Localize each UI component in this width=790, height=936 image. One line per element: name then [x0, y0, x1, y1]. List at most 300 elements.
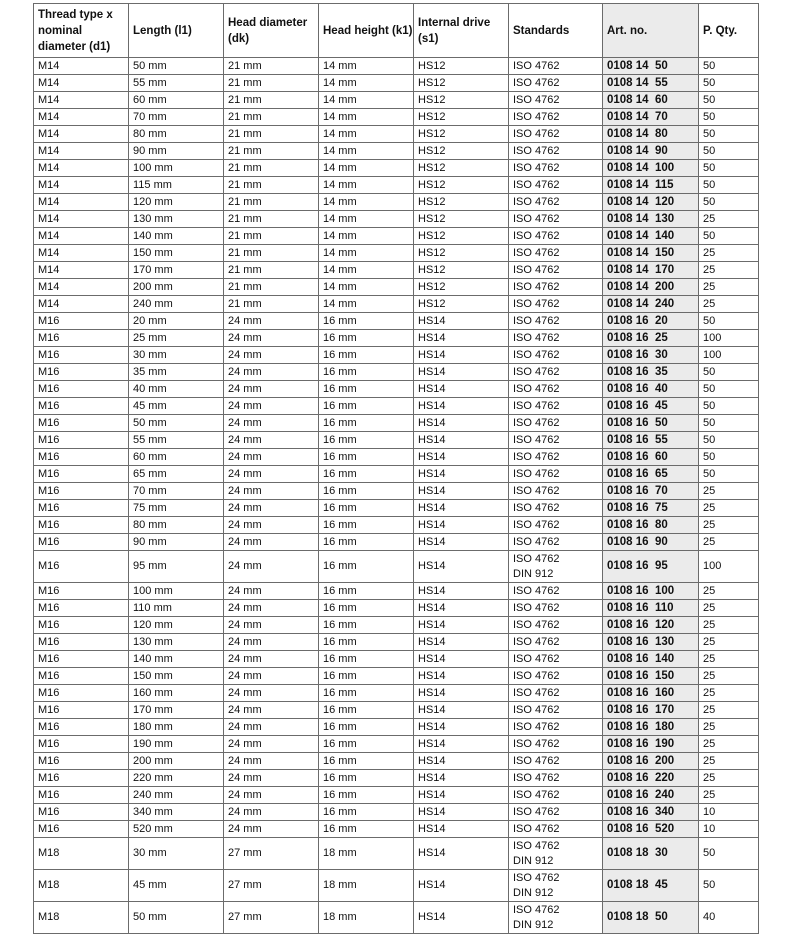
- cell-internal-drive: HS14: [414, 668, 509, 685]
- cell-internal-drive: HS12: [414, 296, 509, 313]
- standard: DIN 912: [513, 918, 554, 931]
- standard: ISO 4762: [513, 382, 560, 395]
- cell-internal-drive: HS12: [414, 126, 509, 143]
- cell-standards: [509, 600, 603, 617]
- cell-length: 65 mm: [129, 466, 224, 483]
- cell-standards: [509, 804, 603, 821]
- cell-standards: [509, 92, 603, 109]
- cell-thread: M18: [34, 838, 129, 870]
- cell-internal-drive: HS14: [414, 364, 509, 381]
- cell-length: 140 mm: [129, 651, 224, 668]
- table-row: [34, 330, 759, 347]
- standard: ISO 4762: [513, 280, 560, 293]
- cell-standards: [509, 177, 603, 194]
- cell-head-diameter: 24 mm: [224, 787, 319, 804]
- cell-thread: M14: [34, 75, 129, 92]
- cell-head-diameter: 21 mm: [224, 126, 319, 143]
- table-row: [34, 245, 759, 262]
- cell-length: 160 mm: [129, 685, 224, 702]
- standard: ISO 4762: [513, 195, 560, 208]
- cell-art-no: 0108 16 95: [603, 551, 699, 583]
- table-row: [34, 753, 759, 770]
- cell-head-diameter: 21 mm: [224, 177, 319, 194]
- header-head-diameter: Head diameter (dk): [224, 4, 319, 58]
- header-head-height: Head height (k1): [319, 4, 414, 58]
- standard: DIN 912: [513, 567, 554, 580]
- standard: ISO 4762: [513, 535, 560, 548]
- cell-qty: 25: [699, 211, 759, 228]
- standard: ISO 4762: [513, 144, 560, 157]
- cell-thread: M16: [34, 551, 129, 583]
- cell-head-height: 14 mm: [319, 160, 414, 177]
- cell-internal-drive: HS14: [414, 432, 509, 449]
- cell-length: 95 mm: [129, 551, 224, 583]
- cell-length: 120 mm: [129, 617, 224, 634]
- cell-length: 45 mm: [129, 870, 224, 902]
- cell-head-height: 18 mm: [319, 870, 414, 902]
- cell-length: 25 mm: [129, 330, 224, 347]
- standard: ISO 4762: [513, 161, 560, 174]
- product-table: [33, 3, 759, 934]
- header-thread: Thread type x nominal diameter (d1): [34, 4, 129, 58]
- cell-internal-drive: HS14: [414, 804, 509, 821]
- cell-head-diameter: 24 mm: [224, 330, 319, 347]
- cell-qty: 50: [699, 109, 759, 126]
- cell-qty: 50: [699, 432, 759, 449]
- cell-qty: 10: [699, 821, 759, 838]
- cell-head-diameter: 24 mm: [224, 753, 319, 770]
- cell-qty: 25: [699, 245, 759, 262]
- cell-qty: 50: [699, 143, 759, 160]
- cell-art-no: 0108 16 55: [603, 432, 699, 449]
- standard: ISO 4762: [513, 601, 560, 614]
- table-row: [34, 432, 759, 449]
- cell-standards: [509, 279, 603, 296]
- cell-length: 60 mm: [129, 449, 224, 466]
- cell-length: 100 mm: [129, 583, 224, 600]
- cell-thread: M18: [34, 902, 129, 934]
- table-row: [34, 770, 759, 787]
- cell-length: 150 mm: [129, 245, 224, 262]
- table-row: [34, 821, 759, 838]
- header-art-no: Art. no.: [603, 4, 699, 58]
- cell-qty: 25: [699, 583, 759, 600]
- cell-head-diameter: 24 mm: [224, 381, 319, 398]
- cell-head-height: 14 mm: [319, 143, 414, 160]
- cell-thread: M14: [34, 109, 129, 126]
- cell-head-diameter: 24 mm: [224, 736, 319, 753]
- cell-thread: M16: [34, 600, 129, 617]
- cell-length: 50 mm: [129, 415, 224, 432]
- standard: ISO 4762: [513, 652, 560, 665]
- cell-internal-drive: HS12: [414, 228, 509, 245]
- cell-internal-drive: HS12: [414, 109, 509, 126]
- cell-head-height: 16 mm: [319, 685, 414, 702]
- cell-head-height: 16 mm: [319, 804, 414, 821]
- cell-qty: 50: [699, 398, 759, 415]
- cell-art-no: 0108 16 20: [603, 313, 699, 330]
- cell-head-height: 16 mm: [319, 432, 414, 449]
- cell-head-height: 14 mm: [319, 126, 414, 143]
- cell-head-diameter: 24 mm: [224, 500, 319, 517]
- cell-art-no: 0108 16 100: [603, 583, 699, 600]
- cell-thread: M16: [34, 534, 129, 551]
- cell-length: 70 mm: [129, 483, 224, 500]
- standard: ISO 4762: [513, 467, 560, 480]
- cell-length: 200 mm: [129, 279, 224, 296]
- standard: ISO 4762: [513, 76, 560, 89]
- table-body: [34, 58, 759, 934]
- cell-head-diameter: 21 mm: [224, 245, 319, 262]
- cell-art-no: 0108 14 150: [603, 245, 699, 262]
- cell-head-height: 16 mm: [319, 702, 414, 719]
- cell-standards: [509, 500, 603, 517]
- cell-thread: M14: [34, 194, 129, 211]
- cell-length: 140 mm: [129, 228, 224, 245]
- header-length: Length (l1): [129, 4, 224, 58]
- cell-head-height: 16 mm: [319, 517, 414, 534]
- cell-head-diameter: 21 mm: [224, 160, 319, 177]
- cell-head-height: 16 mm: [319, 398, 414, 415]
- cell-thread: M16: [34, 736, 129, 753]
- cell-thread: M16: [34, 432, 129, 449]
- standard: ISO 4762: [513, 399, 560, 412]
- cell-head-height: 14 mm: [319, 211, 414, 228]
- cell-head-diameter: 24 mm: [224, 483, 319, 500]
- cell-head-height: 14 mm: [319, 75, 414, 92]
- cell-internal-drive: HS14: [414, 838, 509, 870]
- cell-qty: 25: [699, 262, 759, 279]
- cell-length: 240 mm: [129, 296, 224, 313]
- cell-length: 240 mm: [129, 787, 224, 804]
- table-row: [34, 228, 759, 245]
- cell-art-no: 0108 14 60: [603, 92, 699, 109]
- standard: ISO 4762: [513, 348, 560, 361]
- table-row: [34, 902, 759, 934]
- cell-internal-drive: HS12: [414, 58, 509, 75]
- cell-qty: 25: [699, 296, 759, 313]
- cell-internal-drive: HS14: [414, 398, 509, 415]
- cell-internal-drive: HS14: [414, 685, 509, 702]
- cell-head-height: 16 mm: [319, 466, 414, 483]
- standard: ISO 4762: [513, 871, 560, 884]
- table-row: [34, 296, 759, 313]
- cell-length: 45 mm: [129, 398, 224, 415]
- cell-head-height: 16 mm: [319, 617, 414, 634]
- cell-head-diameter: 24 mm: [224, 634, 319, 651]
- cell-head-diameter: 24 mm: [224, 398, 319, 415]
- cell-art-no: 0108 16 40: [603, 381, 699, 398]
- cell-art-no: 0108 18 45: [603, 870, 699, 902]
- cell-art-no: 0108 14 120: [603, 194, 699, 211]
- cell-length: 75 mm: [129, 500, 224, 517]
- cell-standards: [509, 517, 603, 534]
- cell-head-diameter: 21 mm: [224, 211, 319, 228]
- cell-head-height: 16 mm: [319, 719, 414, 736]
- cell-thread: M16: [34, 330, 129, 347]
- cell-qty: 50: [699, 381, 759, 398]
- cell-qty: 50: [699, 228, 759, 245]
- table-row: [34, 483, 759, 500]
- cell-art-no: 0108 14 115: [603, 177, 699, 194]
- cell-internal-drive: HS14: [414, 466, 509, 483]
- cell-head-height: 14 mm: [319, 228, 414, 245]
- cell-standards: [509, 770, 603, 787]
- cell-art-no: 0108 16 65: [603, 466, 699, 483]
- cell-art-no: 0108 16 200: [603, 753, 699, 770]
- cell-head-diameter: 24 mm: [224, 364, 319, 381]
- cell-head-diameter: 24 mm: [224, 466, 319, 483]
- cell-internal-drive: HS14: [414, 753, 509, 770]
- cell-qty: 50: [699, 177, 759, 194]
- cell-art-no: 0108 16 80: [603, 517, 699, 534]
- standard: ISO 4762: [513, 178, 560, 191]
- cell-thread: M16: [34, 787, 129, 804]
- table-row: [34, 466, 759, 483]
- standard: ISO 4762: [513, 484, 560, 497]
- cell-length: 340 mm: [129, 804, 224, 821]
- cell-length: 80 mm: [129, 517, 224, 534]
- cell-standards: [509, 870, 603, 902]
- cell-internal-drive: HS14: [414, 534, 509, 551]
- cell-standards: [509, 821, 603, 838]
- cell-thread: M16: [34, 364, 129, 381]
- cell-qty: 50: [699, 194, 759, 211]
- cell-qty: 25: [699, 617, 759, 634]
- standard: ISO 4762: [513, 805, 560, 818]
- cell-thread: M14: [34, 228, 129, 245]
- standard: DIN 912: [513, 886, 554, 899]
- cell-art-no: 0108 16 220: [603, 770, 699, 787]
- cell-qty: 50: [699, 449, 759, 466]
- standard: ISO 4762: [513, 618, 560, 631]
- cell-length: 130 mm: [129, 211, 224, 228]
- cell-head-height: 18 mm: [319, 838, 414, 870]
- standard: ISO 4762: [513, 93, 560, 106]
- cell-head-diameter: 24 mm: [224, 313, 319, 330]
- cell-head-height: 16 mm: [319, 821, 414, 838]
- table-row: [34, 551, 759, 583]
- cell-standards: [509, 449, 603, 466]
- cell-qty: 50: [699, 364, 759, 381]
- cell-head-height: 16 mm: [319, 583, 414, 600]
- standard: ISO 4762: [513, 212, 560, 225]
- cell-thread: M16: [34, 517, 129, 534]
- standard: ISO 4762: [513, 737, 560, 750]
- cell-internal-drive: HS14: [414, 517, 509, 534]
- table-row: [34, 517, 759, 534]
- cell-qty: 100: [699, 347, 759, 364]
- standard: ISO 4762: [513, 584, 560, 597]
- cell-art-no: 0108 16 50: [603, 415, 699, 432]
- cell-head-diameter: 21 mm: [224, 296, 319, 313]
- cell-head-height: 16 mm: [319, 634, 414, 651]
- table-row: [34, 804, 759, 821]
- standard: ISO 4762: [513, 754, 560, 767]
- cell-art-no: 0108 16 180: [603, 719, 699, 736]
- cell-standards: [509, 143, 603, 160]
- cell-thread: M16: [34, 449, 129, 466]
- cell-qty: 25: [699, 651, 759, 668]
- cell-qty: 50: [699, 126, 759, 143]
- cell-length: 150 mm: [129, 668, 224, 685]
- table-row: [34, 262, 759, 279]
- cell-thread: M16: [34, 483, 129, 500]
- cell-head-height: 14 mm: [319, 245, 414, 262]
- table-row: [34, 126, 759, 143]
- cell-internal-drive: HS14: [414, 415, 509, 432]
- cell-art-no: 0108 16 340: [603, 804, 699, 821]
- cell-qty: 50: [699, 92, 759, 109]
- cell-length: 115 mm: [129, 177, 224, 194]
- cell-internal-drive: HS14: [414, 770, 509, 787]
- cell-head-height: 16 mm: [319, 449, 414, 466]
- cell-head-diameter: 21 mm: [224, 92, 319, 109]
- standard: ISO 4762: [513, 110, 560, 123]
- cell-qty: 50: [699, 870, 759, 902]
- cell-thread: M18: [34, 870, 129, 902]
- standard: ISO 4762: [513, 635, 560, 648]
- standard: ISO 4762: [513, 229, 560, 242]
- cell-standards: [509, 651, 603, 668]
- standard: ISO 4762: [513, 450, 560, 463]
- cell-qty: 50: [699, 160, 759, 177]
- cell-art-no: 0108 16 160: [603, 685, 699, 702]
- cell-internal-drive: HS14: [414, 381, 509, 398]
- cell-head-height: 16 mm: [319, 551, 414, 583]
- cell-art-no: 0108 16 130: [603, 634, 699, 651]
- cell-art-no: 0108 16 150: [603, 668, 699, 685]
- standard: ISO 4762: [513, 518, 560, 531]
- cell-head-height: 14 mm: [319, 109, 414, 126]
- cell-qty: 50: [699, 75, 759, 92]
- cell-head-height: 16 mm: [319, 364, 414, 381]
- cell-qty: 25: [699, 600, 759, 617]
- cell-length: 100 mm: [129, 160, 224, 177]
- cell-thread: M14: [34, 296, 129, 313]
- cell-standards: [509, 245, 603, 262]
- cell-head-height: 14 mm: [319, 194, 414, 211]
- cell-internal-drive: HS14: [414, 736, 509, 753]
- cell-thread: M16: [34, 500, 129, 517]
- cell-head-height: 16 mm: [319, 330, 414, 347]
- table-row: [34, 58, 759, 75]
- cell-internal-drive: HS14: [414, 600, 509, 617]
- standard: ISO 4762: [513, 263, 560, 276]
- cell-thread: M16: [34, 617, 129, 634]
- table-row: [34, 143, 759, 160]
- standard: ISO 4762: [513, 669, 560, 682]
- cell-standards: [509, 160, 603, 177]
- cell-thread: M16: [34, 753, 129, 770]
- cell-art-no: 0108 14 55: [603, 75, 699, 92]
- cell-qty: 25: [699, 279, 759, 296]
- cell-standards: [509, 466, 603, 483]
- table-row: [34, 787, 759, 804]
- cell-internal-drive: HS14: [414, 902, 509, 934]
- cell-standards: [509, 381, 603, 398]
- cell-head-height: 16 mm: [319, 415, 414, 432]
- cell-standards: [509, 211, 603, 228]
- cell-length: 55 mm: [129, 432, 224, 449]
- cell-length: 220 mm: [129, 770, 224, 787]
- cell-length: 30 mm: [129, 347, 224, 364]
- cell-internal-drive: HS14: [414, 651, 509, 668]
- cell-length: 35 mm: [129, 364, 224, 381]
- header-standards: Standards: [509, 4, 603, 58]
- cell-qty: 50: [699, 466, 759, 483]
- cell-head-height: 16 mm: [319, 313, 414, 330]
- cell-head-diameter: 24 mm: [224, 719, 319, 736]
- cell-qty: 50: [699, 58, 759, 75]
- cell-art-no: 0108 16 240: [603, 787, 699, 804]
- table-row: [34, 838, 759, 870]
- cell-thread: M16: [34, 466, 129, 483]
- cell-thread: M16: [34, 313, 129, 330]
- cell-head-height: 14 mm: [319, 177, 414, 194]
- table-row: [34, 583, 759, 600]
- cell-qty: 25: [699, 634, 759, 651]
- cell-length: 520 mm: [129, 821, 224, 838]
- table-row: [34, 870, 759, 902]
- standard: DIN 912: [513, 854, 554, 867]
- cell-standards: [509, 719, 603, 736]
- cell-head-height: 16 mm: [319, 347, 414, 364]
- table-row: [34, 668, 759, 685]
- table-row: [34, 109, 759, 126]
- table-row: [34, 634, 759, 651]
- cell-thread: M16: [34, 398, 129, 415]
- cell-qty: 50: [699, 838, 759, 870]
- table-row: [34, 398, 759, 415]
- cell-length: 170 mm: [129, 262, 224, 279]
- cell-standards: [509, 787, 603, 804]
- cell-thread: M14: [34, 262, 129, 279]
- table-row: [34, 534, 759, 551]
- cell-internal-drive: HS14: [414, 449, 509, 466]
- cell-head-height: 14 mm: [319, 262, 414, 279]
- cell-head-diameter: 21 mm: [224, 75, 319, 92]
- table-row: [34, 702, 759, 719]
- cell-internal-drive: HS12: [414, 262, 509, 279]
- cell-art-no: 0108 14 170: [603, 262, 699, 279]
- cell-head-height: 14 mm: [319, 296, 414, 313]
- cell-length: 90 mm: [129, 143, 224, 160]
- cell-internal-drive: HS14: [414, 551, 509, 583]
- cell-standards: [509, 902, 603, 934]
- table-header: [34, 4, 759, 58]
- cell-thread: M14: [34, 177, 129, 194]
- cell-thread: M14: [34, 92, 129, 109]
- table-row: [34, 194, 759, 211]
- cell-head-diameter: 24 mm: [224, 551, 319, 583]
- cell-art-no: 0108 14 70: [603, 109, 699, 126]
- table-row: [34, 685, 759, 702]
- cell-standards: [509, 551, 603, 583]
- cell-qty: 25: [699, 685, 759, 702]
- cell-art-no: 0108 16 25: [603, 330, 699, 347]
- cell-art-no: 0108 16 30: [603, 347, 699, 364]
- cell-standards: [509, 296, 603, 313]
- cell-thread: M16: [34, 685, 129, 702]
- cell-internal-drive: HS14: [414, 313, 509, 330]
- table-row: [34, 364, 759, 381]
- cell-art-no: 0108 16 520: [603, 821, 699, 838]
- cell-length: 70 mm: [129, 109, 224, 126]
- cell-length: 130 mm: [129, 634, 224, 651]
- cell-head-diameter: 24 mm: [224, 668, 319, 685]
- cell-head-diameter: 24 mm: [224, 685, 319, 702]
